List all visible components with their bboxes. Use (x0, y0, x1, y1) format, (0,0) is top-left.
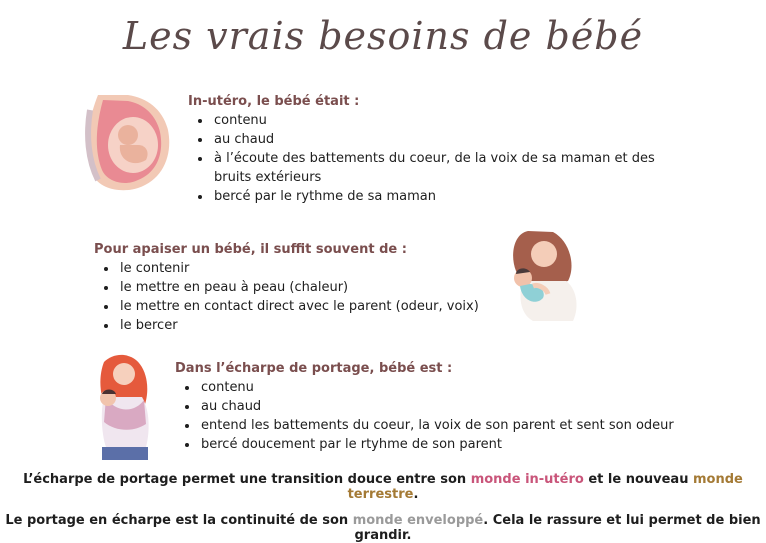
list-item: • à l’écoute des battements du coeur, de la voix de sa maman et des bruits extérieurs (212, 149, 672, 187)
list-item: • le contenir (118, 259, 518, 278)
highlight-monde-enveloppe: monde enveloppé (352, 513, 484, 528)
footer-continuity-note (0, 513, 766, 543)
footer-text: L’écharpe de portage permet une transition douce entre son (23, 472, 471, 487)
list-item: • contenu (199, 378, 699, 397)
sling-list (183, 378, 699, 454)
babywearing-illustration (94, 352, 156, 460)
list-item: • le bercer (118, 316, 518, 335)
list-item: • le mettre en contact direct avec le parent (odeur, voix) (118, 297, 518, 316)
highlight-monde-in-utero: monde in-utéro (470, 472, 584, 487)
footer-text: . (413, 487, 419, 502)
section-sling-heading: Dans l’écharpe de portage, bébé est : (175, 361, 453, 376)
section-in-utero-heading: In-utéro, le bébé était : (188, 94, 360, 109)
footer-text: et le nouveau (583, 472, 693, 487)
soothe-list (102, 259, 518, 335)
list-item: • bercé doucement par le rtyhme de son parent (199, 435, 699, 454)
in-utero-list (196, 111, 672, 206)
list-item: • le mettre en peau à peau (chaleur) (118, 278, 518, 297)
list-item: • au chaud (212, 130, 672, 149)
list-item: • entend les battements du coeur, la voix de son parent et sent son odeur (199, 416, 699, 435)
list-item: • au chaud (199, 397, 699, 416)
footer-transition-note (0, 472, 766, 502)
highlight-monde-terrestre: monde terrestre (347, 472, 743, 502)
mother-holding-baby-illustration (498, 226, 584, 324)
pregnant-belly-illustration (78, 90, 178, 195)
section-soothe-heading: Pour apaiser un bébé, il suffit souvent de : (94, 242, 407, 257)
footer-text: . Cela le rassure et lui permet de bien grandir. (354, 513, 761, 543)
list-item: • contenu (212, 111, 672, 130)
list-item: • bercé par le rythme de sa maman (212, 187, 672, 206)
footer-text: Le portage en écharpe est la continuité de son (5, 513, 353, 528)
page-title: Les vrais besoins de bébé (122, 14, 644, 58)
